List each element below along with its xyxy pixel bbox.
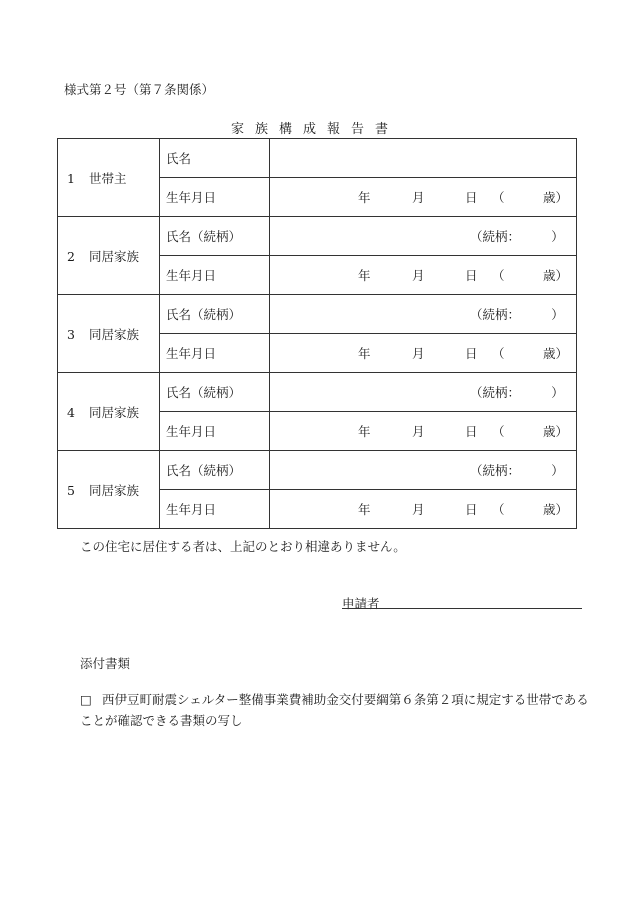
- dob-field[interactable]: [270, 334, 577, 373]
- table-row: [58, 217, 577, 256]
- relation-field: （続柄： ）: [470, 307, 564, 322]
- age-open-paren: （: [492, 268, 505, 283]
- day-label: 日: [465, 424, 478, 439]
- dob-field[interactable]: [270, 256, 577, 295]
- applicant-signature-line[interactable]: [342, 608, 582, 609]
- table-row: [58, 295, 577, 334]
- group-number: 3: [67, 326, 75, 342]
- document-title: 家族構成報告書: [230, 122, 399, 137]
- family-composition-table: [57, 138, 577, 529]
- group-label: 同居家族: [89, 326, 140, 342]
- name-label: 氏名（続柄）: [160, 373, 270, 412]
- group-number: 1: [67, 170, 75, 186]
- group-label: 同居家族: [89, 482, 140, 498]
- month-label: 月: [412, 268, 425, 283]
- household-member-group: [58, 295, 160, 373]
- household-member-group: [58, 451, 160, 529]
- month-label: 月: [412, 346, 425, 361]
- age-label: 歳）: [543, 190, 569, 205]
- attachment-item: [80, 689, 590, 731]
- year-label: 年: [358, 268, 371, 283]
- age-label: 歳）: [543, 346, 569, 361]
- attachments-heading: 添付書類: [80, 656, 131, 671]
- group-label: 同居家族: [89, 248, 140, 264]
- month-label: 月: [412, 502, 425, 517]
- year-label: 年: [358, 424, 371, 439]
- name-label: 氏名: [160, 139, 270, 178]
- age-label: 歳）: [543, 424, 569, 439]
- group-label: 同居家族: [89, 404, 140, 420]
- age-label: 歳）: [543, 502, 569, 517]
- name-label: 氏名（続柄）: [160, 451, 270, 490]
- relation-field: （続柄： ）: [470, 385, 564, 400]
- name-label: 氏名（続柄）: [160, 217, 270, 256]
- month-label: 月: [412, 424, 425, 439]
- day-label: 日: [465, 190, 478, 205]
- dob-field[interactable]: [270, 412, 577, 451]
- table-row: [58, 373, 577, 412]
- month-label: 月: [412, 190, 425, 205]
- dob-label: 生年月日: [160, 256, 270, 295]
- household-member-group: [58, 217, 160, 295]
- household-member-group: [58, 139, 160, 217]
- attachment-text: 西伊豆町耐震シェルター整備事業費補助金交付要綱第６条第２項に規定する世帯であることが確認できる書類の写し: [80, 692, 589, 728]
- age-open-paren: （: [492, 424, 505, 439]
- group-number: 2: [67, 248, 75, 264]
- applicant-label: 申請者: [342, 596, 380, 611]
- day-label: 日: [465, 346, 478, 361]
- dob-label: 生年月日: [160, 178, 270, 217]
- name-label: 氏名（続柄）: [160, 295, 270, 334]
- year-label: 年: [358, 346, 371, 361]
- group-label: 世帯主: [89, 170, 127, 186]
- confirmation-statement: この住宅に居住する者は、上記のとおり相違ありません。: [80, 539, 406, 554]
- age-label: 歳）: [543, 268, 569, 283]
- table-row: [58, 451, 577, 490]
- relation-field: （続柄： ）: [470, 463, 564, 478]
- name-field[interactable]: [270, 451, 577, 490]
- dob-label: 生年月日: [160, 412, 270, 451]
- year-label: 年: [358, 502, 371, 517]
- day-label: 日: [465, 268, 478, 283]
- dob-field[interactable]: [270, 178, 577, 217]
- day-label: 日: [465, 502, 478, 517]
- age-open-paren: （: [492, 346, 505, 361]
- dob-field[interactable]: [270, 490, 577, 529]
- relation-field: （続柄： ）: [470, 229, 564, 244]
- household-member-group: [58, 373, 160, 451]
- group-number: 5: [67, 482, 75, 498]
- form-number-label: 様式第２号（第７条関係）: [64, 82, 215, 97]
- name-field[interactable]: [270, 139, 577, 178]
- name-field[interactable]: [270, 373, 577, 412]
- age-open-paren: （: [492, 502, 505, 517]
- year-label: 年: [358, 190, 371, 205]
- name-field[interactable]: [270, 295, 577, 334]
- table-row: [58, 139, 577, 178]
- attachment-checkbox[interactable]: □: [80, 692, 92, 707]
- age-open-paren: （: [492, 190, 505, 205]
- dob-label: 生年月日: [160, 490, 270, 529]
- name-field[interactable]: [270, 217, 577, 256]
- group-number: 4: [67, 404, 75, 420]
- dob-label: 生年月日: [160, 334, 270, 373]
